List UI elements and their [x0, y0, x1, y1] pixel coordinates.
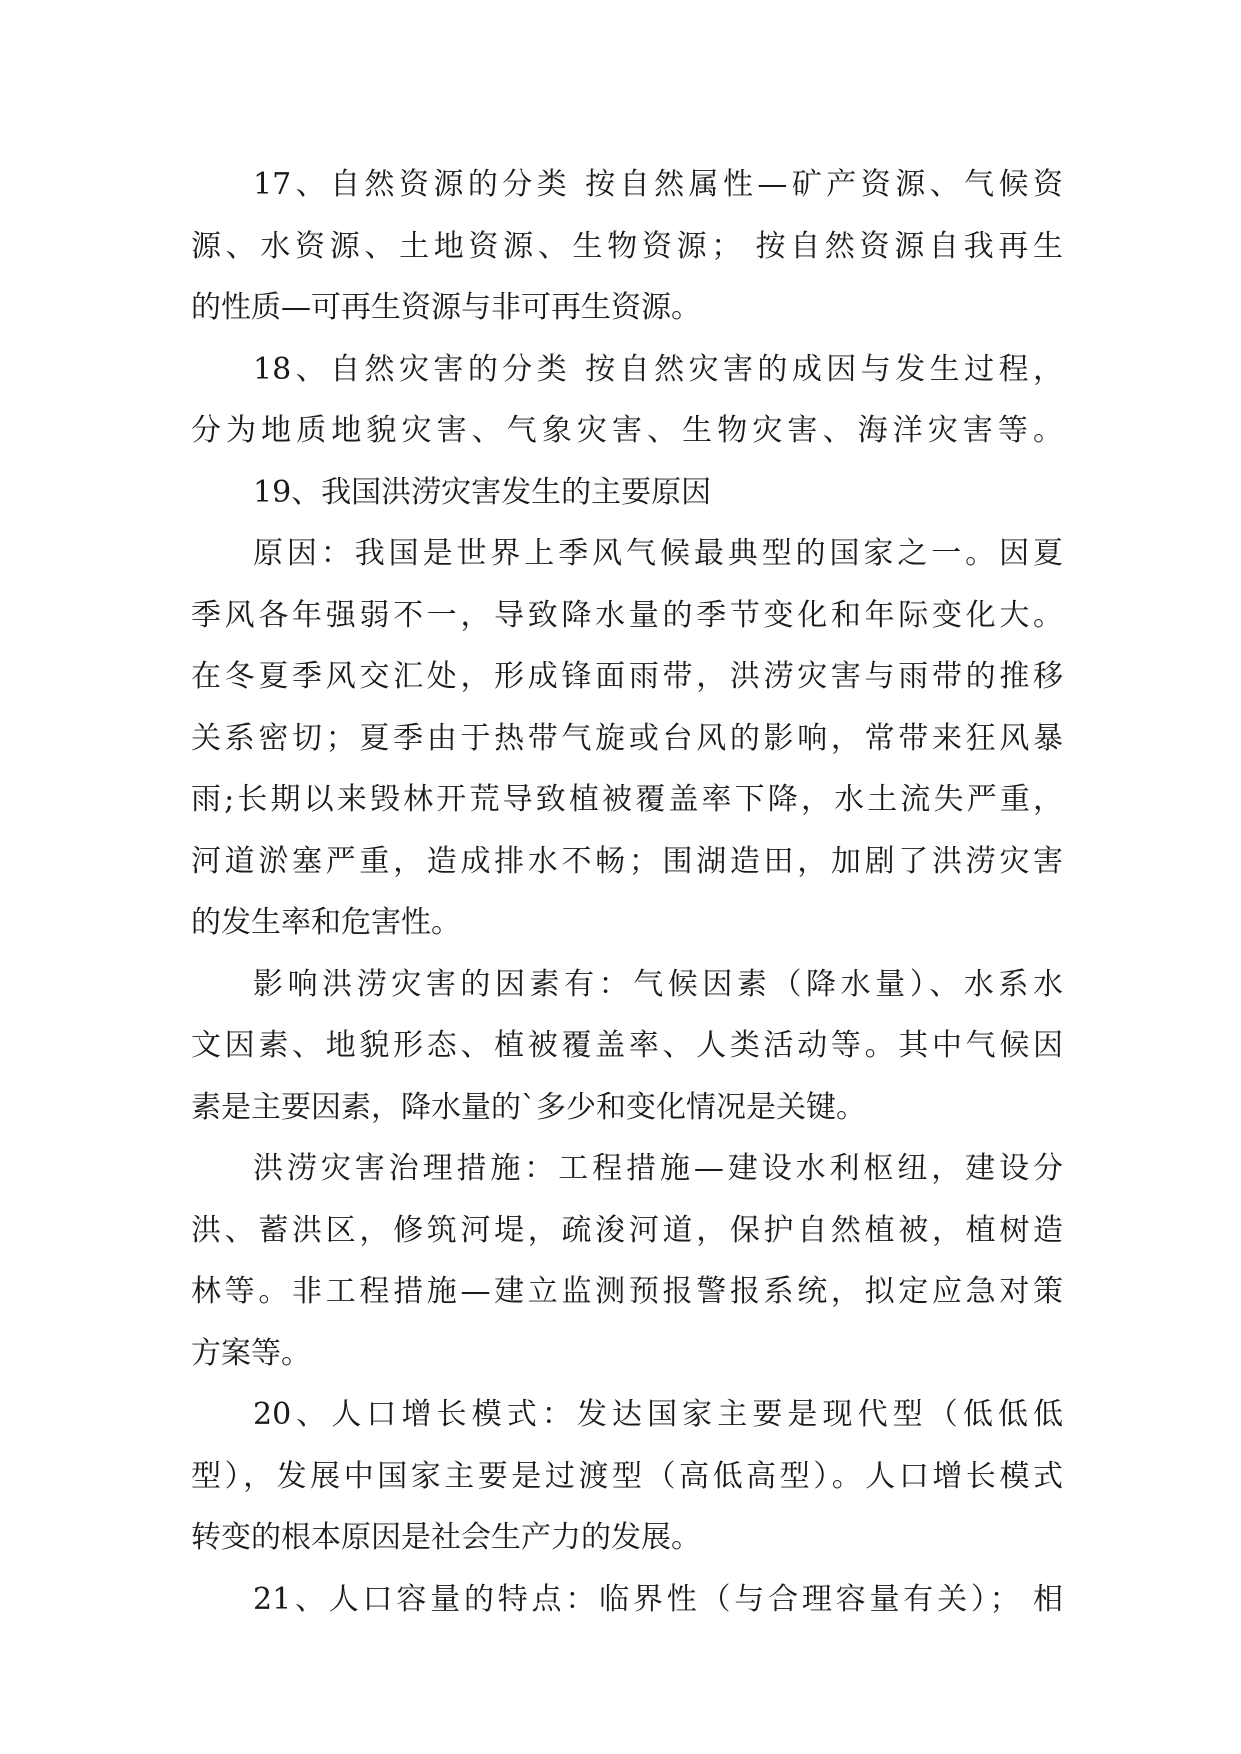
text-line: 18、自然灾害的分类 按自然灾害的成因与发生过程， [253, 351, 1063, 387]
text-line: 素是主要因素，降水量的`多少和变化情况是关键。 [191, 1089, 866, 1125]
text-line: 源、水资源、土地资源、生物资源； 按自然资源自我再生 [191, 228, 1063, 264]
text-line: 林等。非工程措施—建立监测预报警报系统，拟定应急对策 [191, 1274, 1063, 1309]
text-line: 方案等。 [191, 1335, 311, 1371]
text-line: 影响洪涝灾害的因素有：气候因素（降水量）、水系水 [253, 966, 1063, 1002]
text-line: 17、自然资源的分类 按自然属性—矿产资源、气候资 [253, 167, 1063, 202]
text-line: 19、我国洪涝灾害发生的主要原因 [253, 474, 712, 510]
text-line: 21、人口容量的特点：临界性（与合理容量有关）； 相 [253, 1581, 1063, 1617]
text-line: 20、人口增长模式：发达国家主要是现代型（低低低 [253, 1397, 1063, 1432]
text-line: 型），发展中国家主要是过渡型（高低高型）。人口增长模式 [191, 1458, 1063, 1494]
text-line: 在冬夏季风交汇处，形成锋面雨带，洪涝灾害与雨带的推移 [191, 659, 1063, 694]
text-line: 的发生率和危害性。 [191, 905, 461, 940]
text-line: 的性质—可再生资源与非可再生资源。 [191, 290, 701, 325]
document-body [191, 154, 1063, 1630]
text-line: 文因素、地貌形态、植被覆盖率、人类活动等。其中气候因 [191, 1028, 1063, 1063]
text-line: 季风各年强弱不一，导致降水量的季节变化和年际变化大。 [191, 597, 1063, 633]
text-line: 分为地质地貌灾害、气象灾害、生物灾害、海洋灾害等。 [191, 413, 1063, 448]
text-line: 转变的根本原因是社会生产力的发展。 [191, 1520, 701, 1555]
text-line: 原因：我国是世界上季风气候最典型的国家之一。因夏 [253, 536, 1063, 571]
text-line: 洪涝灾害治理措施：工程措施—建设水利枢纽，建设分 [253, 1151, 1063, 1186]
text-line: 河道淤塞严重，造成排水不畅；围湖造田，加剧了洪涝灾害 [191, 843, 1063, 879]
text-line: 洪、蓄洪区，修筑河堤，疏浚河道，保护自然植被，植树造 [191, 1212, 1063, 1248]
text-line: 关系密切；夏季由于热带气旋或台风的影响，常带来狂风暴 [191, 720, 1063, 756]
text-line: 雨;长期以来毁林开荒导致植被覆盖率下降，水土流失严重， [191, 782, 1063, 817]
